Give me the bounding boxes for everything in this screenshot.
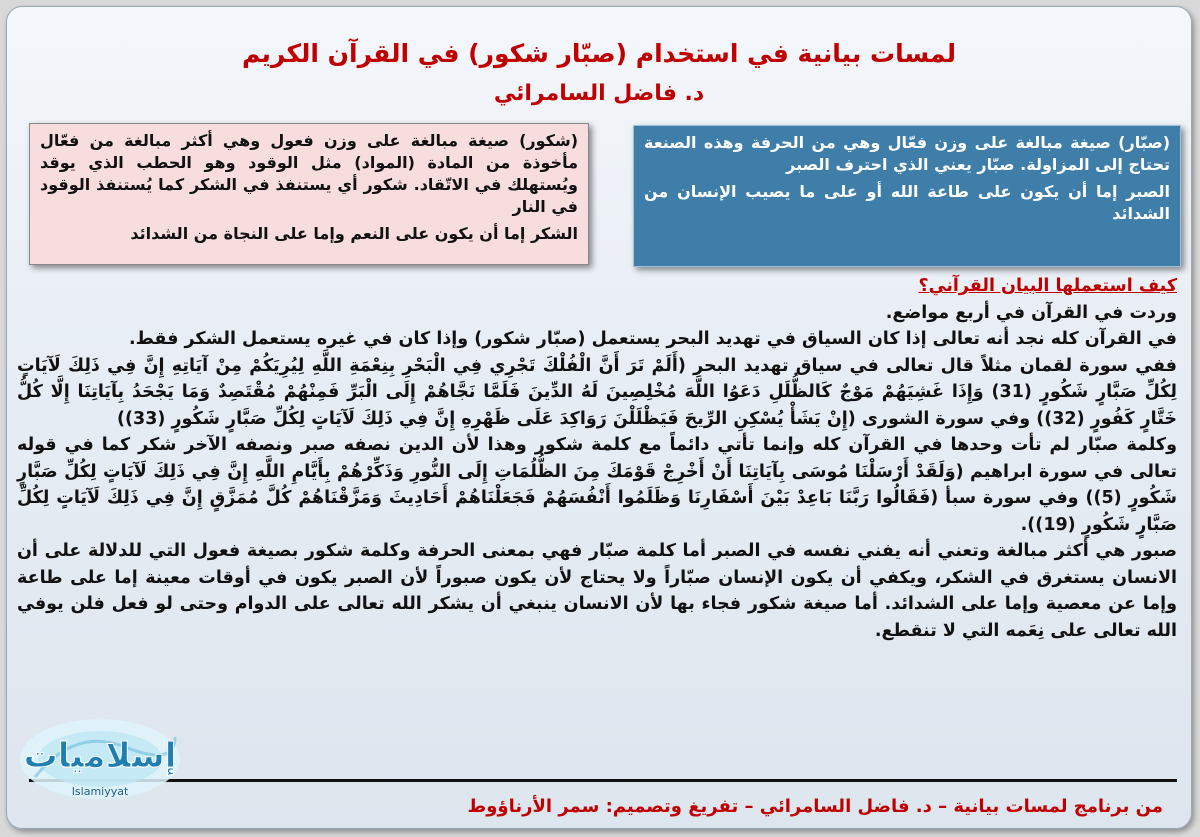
footer-divider (29, 779, 1177, 782)
svg-text:Islamiyyat: Islamiyyat (71, 785, 129, 798)
shakur-definition: (شكور) صيغة مبالغة على وزن فعول وهي أكثر مبالغة من فعّال مأخوذة من المادة (المواد) مثل الوقود وهو الحطب الذي يوقد ويُستهلك في الاتّقاد. شكور أي يستنفذ في الشكر كما يُستنفذ الوقود في النار (40, 131, 578, 216)
page-title: لمسات بيانية في استخدام (صبّار شكور) في القرآن الكريم (241, 39, 957, 68)
shukr-types: الشكر إما أن يكون على النعم وإما على النجاة من الشدائد (130, 224, 578, 243)
author-name: د. فاضل السامرائي (493, 81, 705, 106)
sabr-types: الصبر إما أن يكون على طاعة الله أو على ما يصيب الإنسان من الشدائد (644, 182, 1170, 223)
footer-credit: من برنامج لمسات بيانية – د. فاضل السامرائي – تفريغ وتصميم: سمر الأرناؤوط (467, 796, 1163, 817)
paragraph-ibrahim-saba: وكلمة صبّار لم تأت وحدها في القرآن كله وإنما تأتي دائماً مع كلمة شكور وهذا لأن الدين نصفه صبر ونصفه الآخر شكر كما في قوله تعالى في سورة ابراهيم (وَلَقَدْ أَرْسَلْنَا مُوسَى بِآيَاتِنَا أَنْ أَخْرِجْ قَوْمَكَ مِنَ الظُّلُمَاتِ إِلَى النُّورِ وَذَكِّرْهُمْ بِأَيَّامِ اللَّهِ إِنَّ فِي ذَلِكَ لَآيَاتٍ لِكُلِّ صَبَّارٍ شَكُورٍ (5)) وفي سورة سبأ (فَقَالُوا رَبَّنَا بَاعِدْ بَيْنَ أَسْفَارِنَا وَظَلَمُوا أَنْفُسَهُمْ فَجَعَلْنَاهُمْ أَحَادِيثَ وَمَزَّقْنَاهُمْ كُلَّ مُمَزَّقٍ إِنَّ فِي ذَلِكَ لَآيَاتٍ لِكُلِّ صَبَّارٍ شَكُورٍ (19)). (17, 435, 1177, 535)
islamiyyat-logo (15, 707, 185, 807)
paragraph-sabur-explanation: صبور هي أكثر مبالغة وتعني أنه يفني نفسه في الصبر أما كلمة صبّار فهي بمعنى الحرفة وكلمة شكور بصيغة فعول التي للدلالة على أن الانسان يستغرق في الشكر، ويكفي أن يكون الإنسان صبّاراً ولا يحتاج لأن يكون صبوراً لأن الصبر يكون في أوقات معينة إما على طاعة وإما عن معصية وإما على الشدائد. أما صيغة شكور فجاء بها لأن الانسان ينبغي أن يشكر الله تعالى على الدوام وحتى لو فعل فلن يوفي الله تعالى على نِعَمه التي لا تنقطع. (17, 541, 1177, 641)
paragraph-luqman-shura: ففي سورة لقمان مثلاً قال تعالى في سياق تهديد البحر (أَلَمْ تَرَ أَنَّ الْفُلْكَ تَجْرِي فِي الْبَحْرِ بِنِعْمَةِ اللَّهِ لِيُرِيَكُمْ مِنْ آيَاتِهِ إِنَّ فِي ذَلِكَ لَآيَاتٍ لِكُلِّ صَبَّارٍ شَكُورٍ (31) وَإِذَا غَشِيَهُمْ مَوْجٌ كَالظُّلَلِ دَعَوُا اللَّهَ مُخْلِصِينَ لَهُ الدِّينَ فَلَمَّا نَجَّاهُمْ إِلَى الْبَرِّ فَمِنْهُمْ مُقْتَصِدٌ وَمَا يَجْحَدُ بِآيَاتِنَا إِلَّا كُلُّ خَتَّارٍ كَفُورٍ (32)) وفي سورة الشورى (إِنْ يَشَأْ يُسْكِنِ الرِّيحَ فَيَظْلَلْنَ رَوَاكِدَ عَلَى ظَهْرِهِ إِنَّ فِي ذَلِكَ لَآيَاتٍ لِكُلِّ صَبَّارٍ شَكُورٍ (33)) (17, 355, 1177, 429)
sabbar-definition-box (633, 125, 1181, 267)
shakur-definition-box (29, 123, 589, 265)
svg-text:إسلاميات: إسلاميات (23, 736, 177, 776)
sabbar-definition: (صبّار) صيغة مبالغة على وزن فعّال وهي من الحرفة وهذه الصنعة تحتاج إلى المزاولة. صبّار يعني الذي احترف الصبر (644, 133, 1170, 174)
paragraph-occurrences: وردت في القرآن في أربع مواضع. (885, 302, 1177, 323)
article-body (17, 273, 1177, 644)
content-card (6, 6, 1192, 829)
paragraph-context: في القرآن كله نجد أنه تعالى إذا كان السياق في تهديد البحر يستعمل (صبّار شكور) وإذا كان في غيره يستعمل الشكر فقط. (128, 329, 1177, 349)
section-question: كيف استعملها البيان القرآني؟ (918, 276, 1177, 296)
